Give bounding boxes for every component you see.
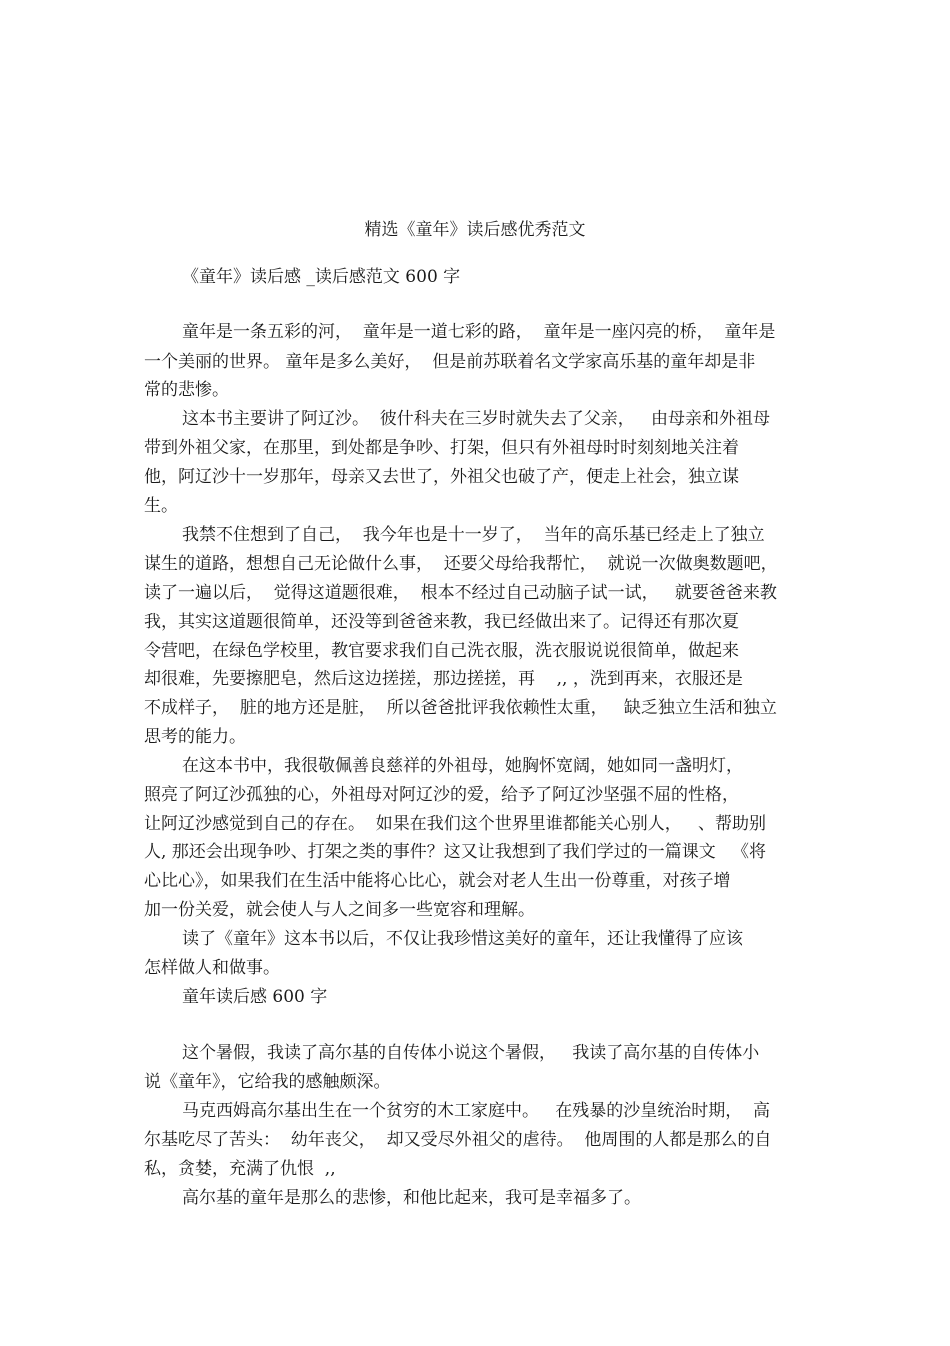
- text-line: 尔基吃尽了苦头： 幼年丧父， 却又受尽外祖父的虐待。 他周围的人都是那么的自: [144, 1130, 772, 1150]
- text-line: 在这本书中，我很敬佩善良慈祥的外祖母，她胸怀宽阔，她如同一盏明灯，: [182, 756, 743, 776]
- text-line: 却很难，先要擦肥皂，然后这边搓搓，那边搓搓，再 ,, ，洗到再来，衣服还是: [144, 669, 743, 689]
- text-line: 生。: [144, 496, 178, 516]
- text-line: 让阿辽沙感觉到自己的存在。 如果在我们这个世界里谁都能关心别人， 、帮助别: [144, 814, 767, 834]
- text-line: 谋生的道路，想想自己无论做什么事， 还要父母给我帮忙， 就说一次做奥数题吧，: [144, 554, 778, 574]
- text-line: 私，贪婪，充满了仇恨 ,,: [144, 1159, 336, 1179]
- text-line: 这个暑假，我读了高尔基的自传体小说这个暑假， 我读了高尔基的自传体小: [182, 1043, 760, 1063]
- text-line: 不成样子， 脏的地方还是脏， 所以爸爸批评我依赖性太重， 缺乏独立生活和独立: [144, 698, 777, 718]
- text-line: 带到外祖父家，在那里，到处都是争吵、打架，但只有外祖母时时刻刻地关注着: [144, 438, 739, 458]
- text-line: 读了《童年》这本书以后，不仅让我珍惜这美好的童年，还让我懂得了应该: [182, 929, 743, 949]
- text-line: 我，其实这道题很简单，还没等到爸爸来教，我已经做出来了。记得还有那次夏: [144, 612, 739, 632]
- document-title: 精选《童年》读后感优秀范文: [364, 220, 586, 240]
- document-subtitle: 《童年》读后感 _读后感范文 600 字: [182, 267, 461, 287]
- text-line: 他，阿辽沙十一岁那年，母亲又去世了，外祖父也破了产，便走上社会，独立谋: [144, 467, 739, 487]
- text-line: 怎样做人和做事。: [144, 958, 280, 978]
- text-line: 读了一遍以后， 觉得这道题很难， 根本不经过自己动脑子试一试， 就要爸爸来教: [144, 583, 777, 603]
- text-line: 心比心》，如果我们在生活中能将心比心，就会对老人生出一份尊重，对孩子增: [144, 871, 731, 891]
- section-heading: 童年读后感 600 字: [182, 987, 328, 1007]
- text-line: 一个美丽的世界。 童年是多么美好， 但是前苏联着名文学家高乐基的童年却是非: [144, 352, 756, 372]
- text-line: 童年是一条五彩的河， 童年是一道七彩的路， 童年是一座闪亮的桥， 童年是: [182, 322, 776, 342]
- text-line: 令营吧，在绿色学校里，教官要求我们自己洗衣服，洗衣服说说很简单，做起来: [144, 641, 739, 661]
- text-line: 思考的能力。: [144, 727, 246, 747]
- text-line: 加一份关爱，就会使人与人之间多一些宽容和理解。: [144, 900, 535, 920]
- text-line: 照亮了阿辽沙孤独的心，外祖母对阿辽沙的爱，给予了阿辽沙坚强不屈的性格，: [144, 785, 739, 805]
- text-line: 马克西姆高尔基出生在一个贫穷的木工家庭中。 在残暴的沙皇统治时期， 高: [182, 1101, 771, 1121]
- text-line: 高尔基的童年是那么的悲惨，和他比起来，我可是幸福多了。: [182, 1188, 641, 1208]
- text-line: 常的悲惨。: [144, 380, 229, 400]
- text-line: 这本书主要讲了阿辽沙。 彼什科夫在三岁时就失去了父亲， 由母亲和外祖母: [182, 409, 771, 429]
- text-line: 人, 那还会出现争吵、打架之类的事件？这又让我想到了我们学过的一篇课文 《将: [144, 842, 767, 862]
- text-line: 说《童年》，它给我的感触颇深。: [144, 1072, 391, 1092]
- text-line: 我禁不住想到了自己， 我今年也是十一岁了， 当年的高乐基已经走上了独立: [182, 525, 765, 545]
